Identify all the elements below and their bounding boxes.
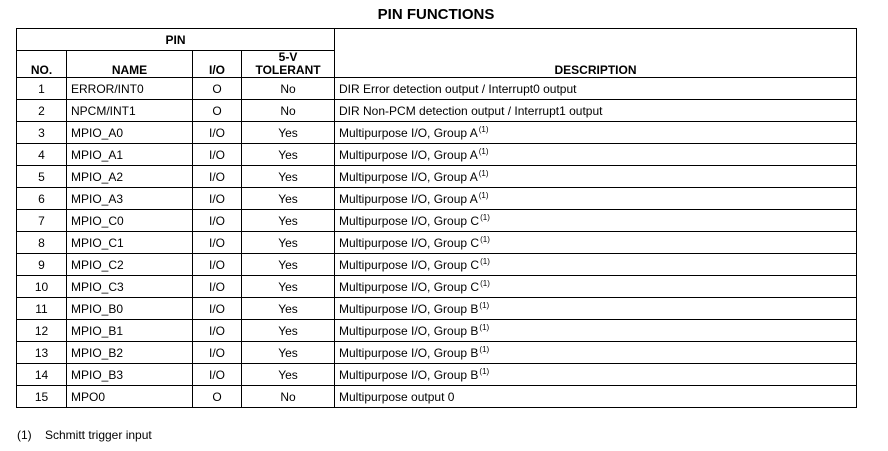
- footnote-reference: (1): [479, 322, 490, 332]
- pin-description-cell: [335, 188, 857, 210]
- pin-functions-table: [16, 28, 857, 408]
- pin-tolerant-cell: [242, 254, 335, 276]
- pin-io-cell: [193, 254, 242, 276]
- pin-number-cell-text: 14: [34, 367, 49, 382]
- pin-number-cell: [17, 78, 67, 100]
- pin-name-cell-text: MPIO_B0: [71, 301, 124, 316]
- pin-number-cell-text: 8: [38, 235, 45, 250]
- footnote-marker: (1): [17, 428, 32, 442]
- pin-io-cell-text: I/O: [208, 169, 225, 184]
- pin-io-cell-text: O: [212, 103, 222, 118]
- pin-tolerant-cell-text: Yes: [278, 323, 298, 338]
- pin-description-cell: [335, 144, 857, 166]
- pin-number-cell: [17, 210, 67, 232]
- pin-group-header: PIN: [17, 29, 335, 51]
- table-row: [17, 298, 857, 320]
- footnote-reference: (1): [478, 168, 489, 178]
- pin-number-cell-text: 12: [34, 323, 49, 338]
- table-row: [17, 254, 857, 276]
- pin-number-cell-text: 3: [38, 125, 45, 140]
- table-row: [17, 188, 857, 210]
- pin-io-cell: [193, 100, 242, 122]
- pin-io-cell: [193, 342, 242, 364]
- pin-tolerant-cell-text: Yes: [278, 125, 298, 140]
- pin-name-cell: [67, 144, 193, 166]
- pin-name-cell-text: MPIO_A3: [71, 191, 124, 206]
- name-header: NAME: [67, 51, 193, 78]
- pin-name-cell-text: MPIO_B2: [71, 345, 124, 360]
- pin-tolerant-cell-text: Yes: [278, 147, 298, 162]
- pin-name-cell: [67, 188, 193, 210]
- pin-name-cell: [67, 320, 193, 342]
- pin-number-cell-text: 15: [34, 389, 49, 404]
- footnote-reference: (1): [480, 256, 490, 266]
- pin-io-cell: [193, 144, 242, 166]
- pin-io-cell-text: I/O: [208, 191, 225, 206]
- tolerant-header-line1: 5-V: [278, 50, 298, 64]
- pin-number-cell: [17, 298, 67, 320]
- pin-name-cell: [67, 254, 193, 276]
- pin-description-cell: [335, 342, 857, 364]
- pin-io-cell: [193, 188, 242, 210]
- pin-tolerant-cell: [242, 78, 335, 100]
- pin-io-cell: [193, 386, 242, 408]
- pin-name-cell-text: MPIO_A0: [71, 125, 124, 140]
- pin-number-cell: [17, 100, 67, 122]
- pin-tolerant-cell: [242, 144, 335, 166]
- pin-number-cell: [17, 320, 67, 342]
- footnote-reference: (1): [480, 212, 490, 222]
- pin-number-cell: [17, 144, 67, 166]
- pin-name-cell: [67, 386, 193, 408]
- pin-tolerant-cell: [242, 100, 335, 122]
- pin-io-cell-text: I/O: [208, 235, 225, 250]
- table-row: [17, 166, 857, 188]
- pin-description-cell-text: Multipurpose I/O, Group B: [339, 367, 479, 382]
- pin-description-cell-text: Multipurpose I/O, Group A: [339, 147, 478, 162]
- pin-description-cell: [335, 232, 857, 254]
- pin-tolerant-cell: [242, 386, 335, 408]
- footnote-reference: (1): [479, 366, 490, 376]
- pin-tolerant-cell-text: Yes: [278, 235, 298, 250]
- pin-number-cell-text: 9: [38, 257, 45, 272]
- pin-io-cell: [193, 232, 242, 254]
- pin-io-cell: [193, 122, 242, 144]
- table-row: [17, 122, 857, 144]
- description-header: DESCRIPTION: [335, 29, 857, 78]
- pin-description-cell: [335, 364, 857, 386]
- table-row: [17, 144, 857, 166]
- pin-description-cell-text: Multipurpose I/O, Group A: [339, 125, 478, 140]
- pin-name-cell-text: MPIO_C3: [71, 279, 124, 294]
- pin-description-cell-text: Multipurpose I/O, Group C: [339, 213, 480, 228]
- footnote-text: Schmitt trigger input: [45, 428, 152, 442]
- pin-description-cell-text: Multipurpose I/O, Group C: [339, 235, 480, 250]
- pin-number-cell: [17, 342, 67, 364]
- pin-description-cell-text: Multipurpose output 0: [339, 389, 455, 404]
- pin-number-cell: [17, 386, 67, 408]
- pin-description-cell-text: Multipurpose I/O, Group C: [339, 279, 480, 294]
- pin-name-cell: [67, 210, 193, 232]
- io-header: I/O: [193, 51, 242, 78]
- footnote-reference: (1): [478, 124, 489, 134]
- table-title: PIN FUNCTIONS: [377, 6, 495, 23]
- pin-name-cell: [67, 298, 193, 320]
- pin-tolerant-cell: [242, 166, 335, 188]
- pin-description-cell: [335, 254, 857, 276]
- pin-number-cell: [17, 232, 67, 254]
- pin-number-cell: [17, 254, 67, 276]
- table-row: [17, 342, 857, 364]
- table-row: [17, 386, 857, 408]
- pin-tolerant-cell-text: No: [280, 103, 296, 118]
- footnote-reference: (1): [479, 300, 490, 310]
- table-row: [17, 232, 857, 254]
- table-row: [17, 78, 857, 100]
- pin-io-cell: [193, 276, 242, 298]
- pin-number-cell-text: 4: [38, 147, 45, 162]
- pin-tolerant-cell: [242, 298, 335, 320]
- footnote-reference: (1): [478, 146, 489, 156]
- pin-description-cell: [335, 210, 857, 232]
- pin-description-cell-text: DIR Non-PCM detection output / Interrupt1 output: [339, 103, 603, 118]
- pin-number-cell: [17, 166, 67, 188]
- pin-description-cell-text: DIR Error detection output / Interrupt0 output: [339, 81, 577, 96]
- pin-tolerant-cell: [242, 232, 335, 254]
- pin-io-cell: [193, 210, 242, 232]
- pin-tolerant-cell-text: Yes: [278, 301, 298, 316]
- pin-io-cell-text: I/O: [208, 147, 225, 162]
- pin-io-cell: [193, 298, 242, 320]
- pin-tolerant-cell-text: Yes: [278, 257, 298, 272]
- pin-number-cell-text: 11: [35, 301, 48, 316]
- pin-number-cell: [17, 188, 67, 210]
- pin-tolerant-cell: [242, 320, 335, 342]
- pin-tolerant-cell: [242, 342, 335, 364]
- no-header: NO.: [17, 51, 67, 78]
- pin-io-cell-text: O: [212, 81, 222, 96]
- pin-tolerant-cell-text: No: [280, 389, 296, 404]
- tolerant-header: [242, 51, 335, 78]
- footnote-reference: (1): [480, 234, 490, 244]
- table-row: [17, 100, 857, 122]
- pin-description-cell: [335, 100, 857, 122]
- pin-name-cell: [67, 166, 193, 188]
- pin-description-cell-text: Multipurpose I/O, Group A: [339, 169, 478, 184]
- pin-io-cell: [193, 166, 242, 188]
- pin-io-cell-text: I/O: [208, 257, 225, 272]
- pin-tolerant-cell-text: Yes: [278, 367, 298, 382]
- pin-number-cell: [17, 364, 67, 386]
- pin-tolerant-cell: [242, 364, 335, 386]
- pin-description-cell: [335, 122, 857, 144]
- pin-io-cell: [193, 78, 242, 100]
- pin-name-cell-text: MPIO_B1: [71, 323, 124, 338]
- footnote-reference: (1): [479, 344, 490, 354]
- pin-io-cell-text: I/O: [208, 345, 225, 360]
- pin-name-cell-text: MPIO_C1: [71, 235, 124, 250]
- pin-name-cell-text: NPCM/INT1: [71, 103, 136, 118]
- pin-description-cell: [335, 276, 857, 298]
- pin-name-cell-text: MPO0: [71, 389, 106, 404]
- pin-tolerant-cell-text: Yes: [278, 169, 298, 184]
- table-row: [17, 364, 857, 386]
- table-row: [17, 276, 857, 298]
- pin-name-cell: [67, 122, 193, 144]
- pin-description-cell-text: Multipurpose I/O, Group A: [339, 191, 478, 206]
- pin-io-cell-text: O: [212, 389, 222, 404]
- pin-name-cell-text: MPIO_C0: [71, 213, 124, 228]
- pin-tolerant-cell-text: Yes: [278, 345, 298, 360]
- tolerant-header-line2: TOLERANT: [255, 63, 321, 77]
- footnote: [17, 428, 152, 442]
- footnote-reference: (1): [478, 190, 489, 200]
- pin-tolerant-cell: [242, 210, 335, 232]
- pin-io-cell-text: I/O: [208, 279, 225, 294]
- pin-description-cell: [335, 386, 857, 408]
- pin-description-cell-text: Multipurpose I/O, Group C: [339, 257, 480, 272]
- pin-name-cell-text: MPIO_A1: [71, 147, 124, 162]
- pin-number-cell-text: 10: [34, 279, 49, 294]
- pin-io-cell-text: I/O: [208, 323, 225, 338]
- pin-description-cell: [335, 166, 857, 188]
- pin-name-cell-text: MPIO_C2: [71, 257, 124, 272]
- pin-name-cell-text: ERROR/INT0: [71, 81, 144, 96]
- pin-name-cell: [67, 232, 193, 254]
- pin-tolerant-cell-text: Yes: [278, 279, 298, 294]
- pin-io-cell-text: I/O: [208, 367, 225, 382]
- pin-tolerant-cell-text: Yes: [278, 191, 298, 206]
- pin-tolerant-cell-text: No: [280, 81, 296, 96]
- pin-description-cell: [335, 78, 857, 100]
- pin-number-cell-text: 2: [38, 103, 45, 118]
- pin-io-cell-text: I/O: [208, 213, 225, 228]
- pin-number-cell-text: 6: [38, 191, 45, 206]
- table-row: [17, 210, 857, 232]
- pin-io-cell-text: I/O: [208, 301, 225, 316]
- pin-io-cell-text: I/O: [208, 125, 225, 140]
- pin-rows: [17, 78, 857, 408]
- pin-name-cell: [67, 364, 193, 386]
- pin-io-cell: [193, 364, 242, 386]
- pin-tolerant-cell: [242, 122, 335, 144]
- pin-number-cell-text: 1: [38, 81, 45, 96]
- pin-name-cell: [67, 100, 193, 122]
- pin-number-cell-text: 13: [34, 345, 49, 360]
- pin-name-cell: [67, 276, 193, 298]
- table-row: [17, 320, 857, 342]
- pin-tolerant-cell: [242, 188, 335, 210]
- pin-tolerant-cell-text: Yes: [278, 213, 298, 228]
- pin-number-cell-text: 7: [38, 213, 45, 228]
- pin-description-cell: [335, 298, 857, 320]
- pin-tolerant-cell: [242, 276, 335, 298]
- footnote-reference: (1): [480, 278, 490, 288]
- pin-name-cell: [67, 78, 193, 100]
- pin-number-cell: [17, 276, 67, 298]
- pin-name-cell-text: MPIO_A2: [71, 169, 124, 184]
- pin-name-cell-text: MPIO_B3: [71, 367, 124, 382]
- pin-io-cell: [193, 320, 242, 342]
- pin-description-cell-text: Multipurpose I/O, Group B: [339, 323, 479, 338]
- pin-description-cell-text: Multipurpose I/O, Group B: [339, 345, 479, 360]
- pin-number-cell: [17, 122, 67, 144]
- pin-name-cell: [67, 342, 193, 364]
- pin-number-cell-text: 5: [38, 169, 45, 184]
- pin-description-cell-text: Multipurpose I/O, Group B: [339, 301, 479, 316]
- pin-description-cell: [335, 320, 857, 342]
